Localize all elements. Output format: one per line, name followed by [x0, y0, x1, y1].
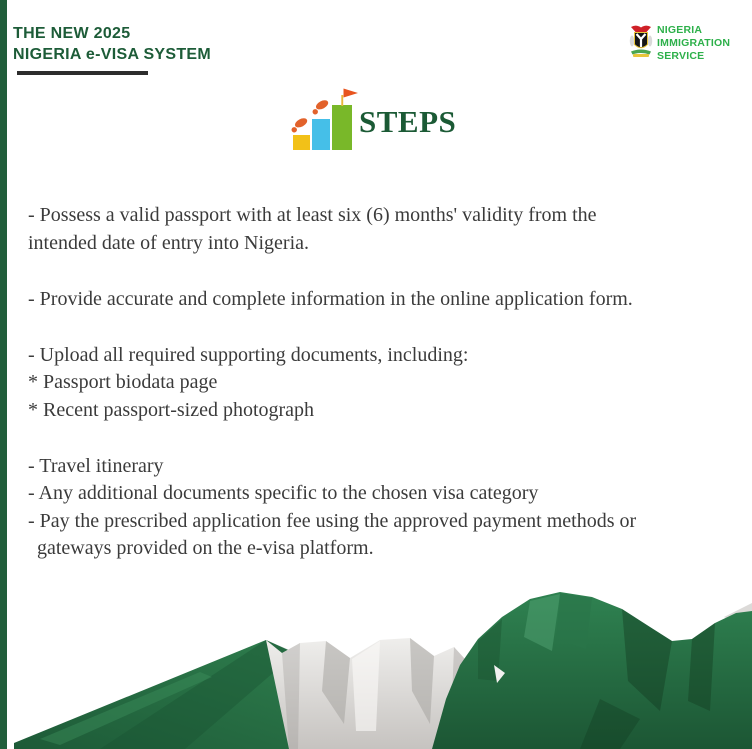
logo-text-line2: IMMIGRATION — [657, 37, 731, 49]
footprint-icon — [289, 116, 310, 133]
left-accent-bar — [0, 0, 7, 749]
requirement-paragraph — [28, 286, 738, 314]
requirement-paragraph — [28, 453, 738, 563]
steps-heading: STEPS — [359, 104, 457, 139]
body-line: * Recent passport-sized photograph — [28, 398, 315, 421]
body-line: - Upload all required supporting documents, including: — [28, 343, 469, 366]
body-line: * Passport biodata page — [28, 371, 218, 393]
body-line: intended date of entry into Nigeria. — [28, 231, 310, 254]
nigeria-immigration-service-logo — [629, 24, 730, 63]
requirements-list — [28, 202, 738, 591]
coat-of-arms-icon — [629, 24, 653, 58]
page-title-line1: THE NEW 2025 — [13, 25, 131, 42]
page-title-line2: NIGERIA e-VISA SYSTEM — [13, 46, 212, 63]
body-line: gateways provided on the e-visa platform. — [37, 537, 374, 559]
body-line: - Travel itinerary — [28, 454, 164, 477]
body-line: - Possess a valid passport with at least six (6) months' validity from the — [28, 204, 597, 226]
page-header — [13, 23, 211, 75]
logo-text-line3: SERVICE — [657, 50, 705, 62]
steps-bars-icon — [287, 86, 361, 152]
flag-pole — [341, 95, 343, 106]
footprint-icon — [310, 98, 331, 115]
body-line: - Provide accurate and complete information in the online application form. — [28, 287, 633, 310]
nigeria-flag-image — [0, 579, 752, 749]
requirement-paragraph — [28, 342, 738, 425]
requirement-paragraph — [28, 202, 738, 257]
body-line: - Any additional documents specific to the chosen visa category — [28, 482, 539, 504]
body-line: - Pay the prescribed application fee using the approved payment methods or — [28, 509, 637, 532]
flag-icon — [344, 89, 359, 98]
logo-text-line1: NIGERIA — [657, 24, 703, 36]
title-underline — [17, 71, 148, 75]
